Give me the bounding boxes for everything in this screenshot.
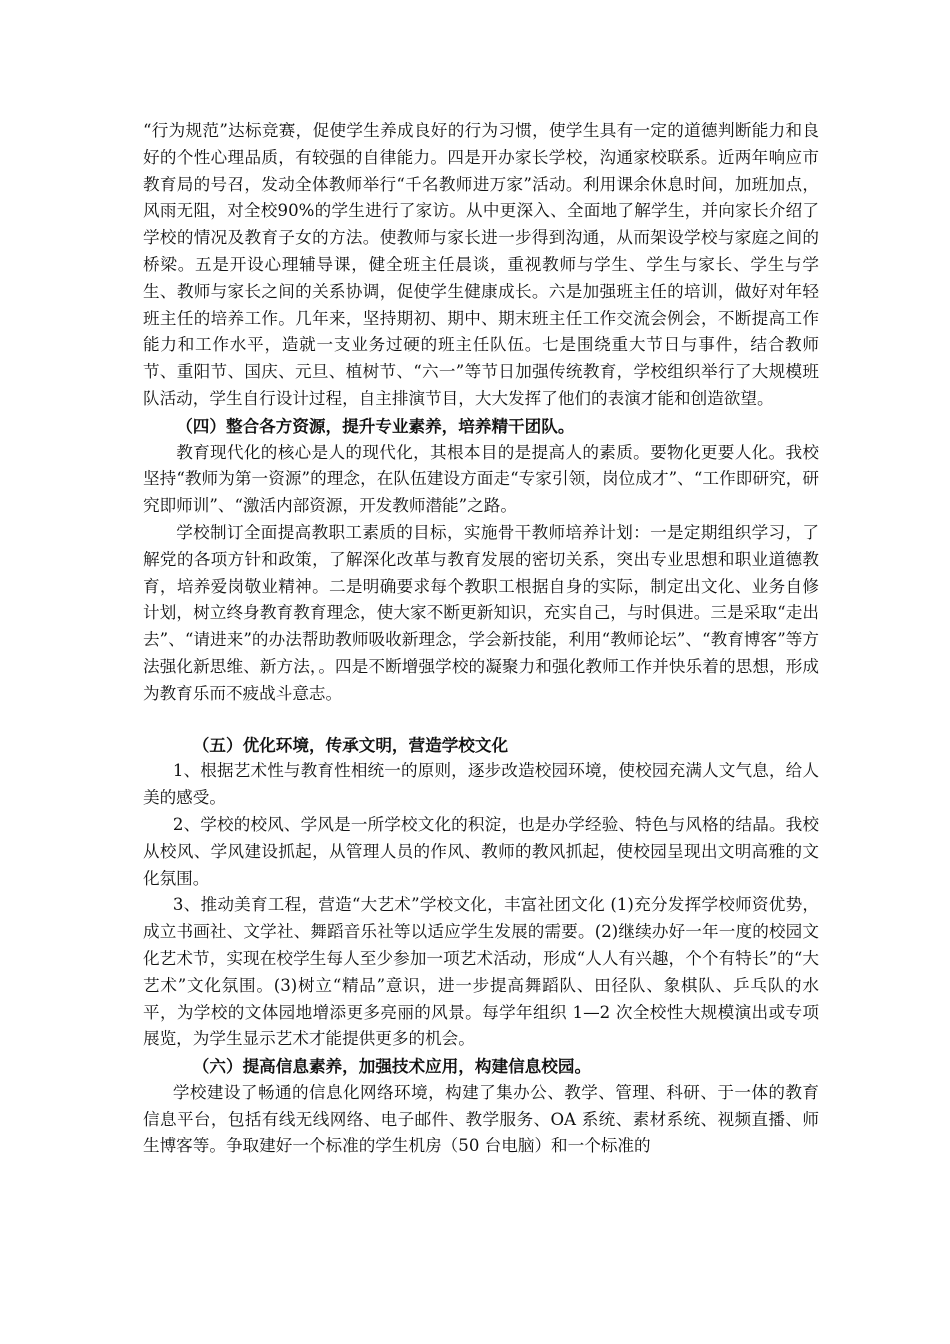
document-page [143,118,819,1160]
heading-section-6: （六）提高信息素养，加强技术应用，构建信息校园。 [192,1056,592,1077]
paragraph-item-3: 3、推动美育工程，营造“大艺术”学校文化，丰富社团文化 (1)充分发挥学校师资优势，成立书画社、文学社、舞蹈音乐社等以适应学生发展的需要。(2)继续办好一年一度的校园文化艺术节，实现在校学生每人至少参加一项艺术活动，形成“人人有兴趣，个个有特长”的“大艺术”文化氛围。(3)树立“精品”意识，进一步提高舞蹈队、田径队、象棋队、乒乓队的水平，为学校的文体园地增添更多亮丽的风景。每学年组织 1—2 次全校性大规模演出或专项展览，为学生显示艺术才能提供更多的机会。 [143,895,819,1049]
paragraph-teacher-training: 学校制订全面提高教职工素质的目标，实施骨干教师培养计划：一是定期组织学习，了解党的各项方针和政策，了解深化改革与教育发展的密切关系，突出专业思想和职业道德教育，培养爱岗敬业精神。二是明确要求每个教职工根据自身的实际，制定出文化、业务自修计划，树立终身教育教育理念，使大家不断更新知识，充实自己，与时俱进。三是采取“走出去”、“请进来”的办法帮助教师吸收新理念，学会新技能，利用“教师论坛”、“教育博客”等方法强化新思维、新方法，。四是不断增强学校的凝聚力和强化教师工作并快乐着的思想，形成为教育乐而不疲战斗意志。 [143,522,819,703]
paragraph-item-1: 1、根据艺术性与教育性相统一的原则，逐步改造校园环境，使校园充满人文气息，给人美的感受。 [143,761,819,808]
paragraph-info-network: 学校建设了畅通的信息化网络环境，构建了集办公、教学、管理、科研、于一体的教育信息平台，包括有线无线网络、电子邮件、教学服务、OA 系统、素材系统、视频直播、师生博客等。争取建好一个标准的学生机房（50 台电脑）和一个标准的 [143,1082,819,1156]
blank-line [143,708,819,732]
paragraph-home-school: “行为规范”达标竞赛，促使学生养成良好的行为习惯，使学生具有一定的道德判断能力和良好的个性心理品质，有较强的自律能力。四是开办家长学校，沟通家校联系。近两年响应市教育局的号召，发动全体教师举行“千名教师进万家”活动。利用课余休息时间，加班加点，风雨无阻，对全校90%的学生进行了家访。从中更深入、全面地了解学生，并向家长介绍了学校的情况及教育子女的方法。使教师与家长进一步得到沟通，从而架设学校与家庭之间的桥梁。五是开设心理辅导课，健全班主任晨谈，重视教师与学生、学生与家长、学生与学生、教师与家长之间的关系协调，促使学生健康成长。六是加强班主任的培训，做好对年轻班主任的培养工作。几年来，坚持期初、期中、期末班主任工作交流会例会，不断提高工作能力和工作水平，造就一支业务过硬的班主任队伍。七是围绕重大节日与事件，结合教师节、重阳节、国庆、元旦、植树节、“六一”等节日加强传统教育，学校组织举行了大规模班队活动，学生自行设计过程，自主排演节目，大大发挥了他们的表演才能和创造欲望。 [143,121,819,408]
paragraph-item-2: 2、学校的校风、学风是一所学校文化的积淀，也是办学经验、特色与风格的结晶。我校从校风、学风建设抓起，从管理人员的作风、教师的教风抓起，使校园呈现出文明高雅的文化氛围。 [143,814,819,888]
heading-section-5: （五）优化环境，传承文明，营造学校文化 [192,734,509,755]
paragraph-modernization: 教育现代化的核心是人的现代化，其根本目的是提高人的素质。要物化更要人化。我校坚持“教师为第一资源”的理念，在队伍建设方面走“专家引领，岗位成才”、“工作即研究，研究即师训”、“激活内部资源，开发教师潜能”之路。 [143,442,819,516]
heading-section-4: （四）整合各方资源，提升专业素养，培养精干团队。 [176,415,575,436]
